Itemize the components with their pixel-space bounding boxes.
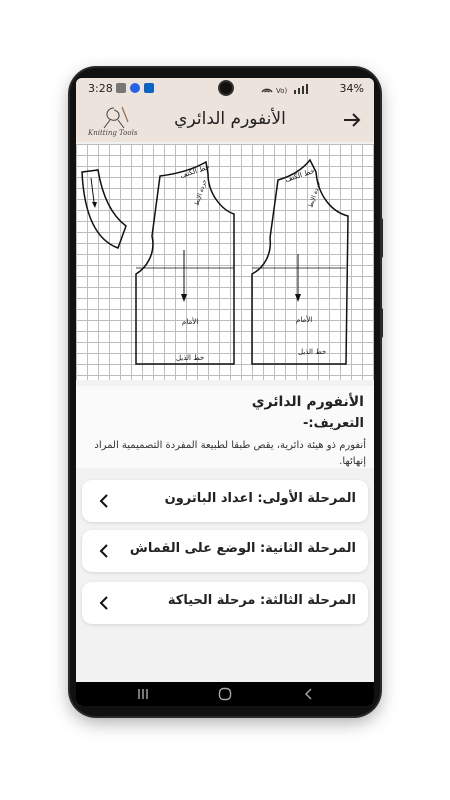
battery-level: 34% <box>339 82 364 95</box>
definition-section <box>76 386 374 468</box>
armhole-label-1: حردة الإبط <box>193 178 209 207</box>
screen <box>76 78 374 706</box>
front-camera <box>220 82 232 94</box>
linkedin-icon <box>144 83 154 93</box>
armhole-label-2: حردة الإبط <box>307 180 323 209</box>
stage-card-1[interactable] <box>82 480 368 522</box>
stage-label: المرحلة الثالثة: مرحلة الحياكة <box>167 593 356 608</box>
back-icon[interactable] <box>302 687 316 701</box>
front-label-1: الأمام <box>182 318 199 326</box>
stage-card-3[interactable] <box>82 582 368 624</box>
svg-text:Vo): Vo) <box>276 87 288 95</box>
app-bar <box>76 100 374 142</box>
front-label-2: الأمام <box>296 316 313 324</box>
pattern-image <box>76 144 374 380</box>
recent-apps-icon[interactable] <box>136 687 150 701</box>
home-icon[interactable] <box>218 687 232 701</box>
definition-text: أنفورم ذو هيئة دائرية، يقص طبقا لطبيعة المفردة التصميمية المراد إنهائها. <box>94 440 366 467</box>
system-nav-bar <box>76 682 374 706</box>
chevron-left-icon <box>98 595 110 611</box>
logo <box>84 104 144 138</box>
volume-button <box>380 218 383 258</box>
hem-line-label-1: خط الذيل <box>176 354 205 362</box>
messenger-icon <box>130 83 140 93</box>
connectivity-icons <box>260 83 312 95</box>
shoulder-line-label-2: خط الكتف <box>284 166 316 184</box>
pattern-drawing <box>76 144 374 380</box>
status-time: 3:28 <box>88 82 113 95</box>
power-button <box>380 308 383 338</box>
stage-card-2[interactable] <box>82 530 368 572</box>
status-bar <box>76 78 374 100</box>
stage-label: المرحلة الثانية: الوضع على القماش <box>129 541 356 556</box>
page-title: الأنفورم الدائري <box>174 109 286 129</box>
gallery-icon <box>116 83 126 93</box>
stage-label: المرحلة الأولى: اعداد الباترون <box>164 491 356 506</box>
hem-line-label-2: خط الذيل <box>298 348 327 356</box>
arrow-right-icon[interactable] <box>340 108 364 132</box>
chevron-left-icon <box>98 493 110 509</box>
definition-heading: التعريف:- <box>302 416 364 431</box>
section-title: الأنفورم الدائري <box>251 394 364 410</box>
chevron-left-icon <box>98 543 110 559</box>
svg-text:Knitting Tools: Knitting Tools <box>88 129 138 137</box>
shoulder-line-label-1: خط الكتف <box>179 162 211 180</box>
